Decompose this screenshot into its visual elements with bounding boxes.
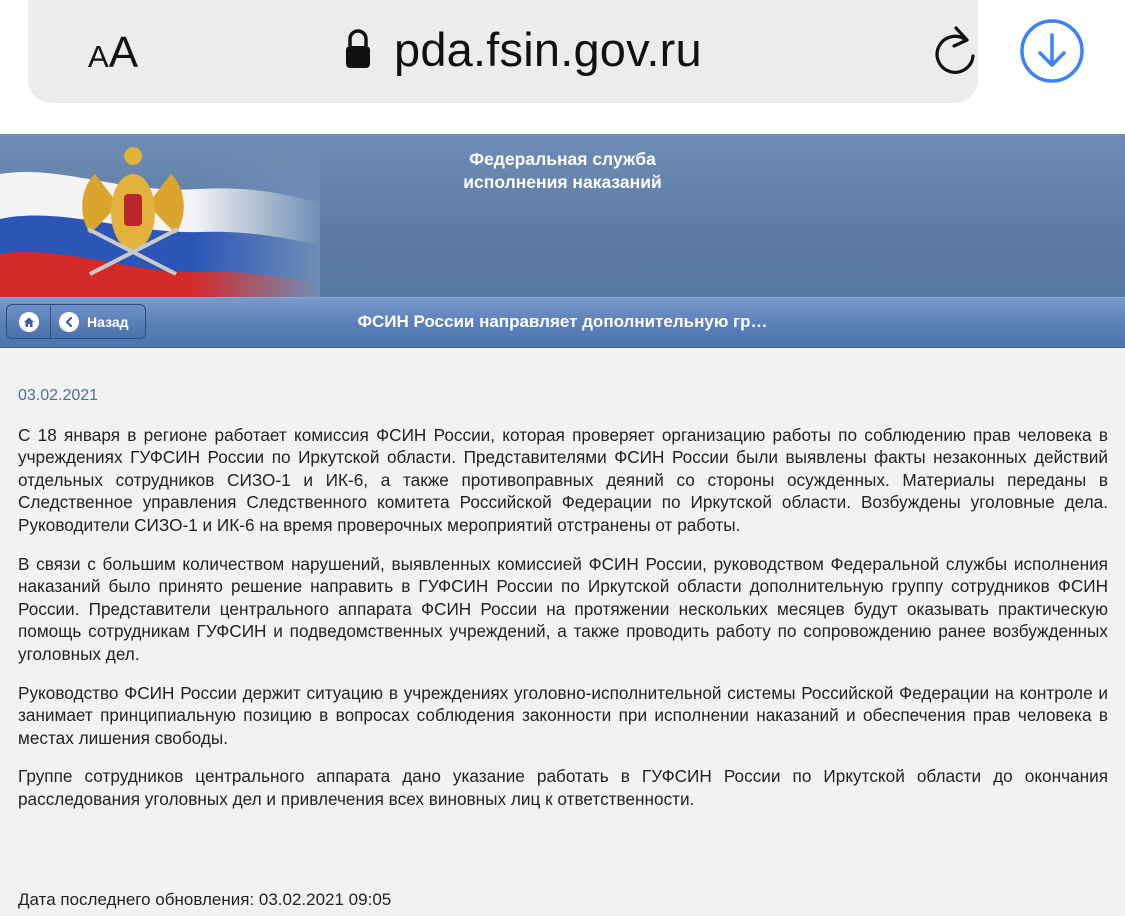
- lock-icon: [344, 28, 372, 70]
- nav-bar: [0, 297, 1125, 348]
- article-paragraph: С 18 января в регионе работает комиссия ФСИН России, которая проверяет организацию работы по соблюдению прав человека в учреждениях ГУФСИН России по Иркутской области. Представителями ФСИН России были выявлены факты незаконных действий отдельных сотрудников СИЗО-1 и ИК-6, а также противоправных деяний со стороны осужденных. Материалы переданы в Следственное управления Следственного комитета Российской Федерации по Иркутской области. Возбуждены уголовные дела. Руководители СИЗО-1 и ИК-6 на время проверочных мероприятий отстранены от работы.: [18, 424, 1108, 535]
- article-paragraph: Руководство ФСИН России держит ситуацию в учреждениях уголовно-исполнительной системы Российской Федерации на контроле и занимает принципиальную позицию в вопросах соблюдения законности при исполнении наказаний и обеспечения прав человека в местах лишения свободы.: [18, 682, 1108, 748]
- chevron-left-icon: [59, 312, 79, 332]
- site-header: [0, 134, 1125, 297]
- back-label: Назад: [87, 313, 129, 330]
- article-date: 03.02.2021: [18, 387, 99, 404]
- download-icon[interactable]: [1019, 18, 1085, 84]
- article-content: [18, 385, 1108, 827]
- back-button[interactable]: [51, 305, 145, 338]
- url-text[interactable]: pda.fsin.gov.ru: [394, 23, 702, 76]
- text-size-button[interactable]: AA: [88, 28, 139, 77]
- last-updated: Дата последнего обновления: 03.02.2021 09:05: [18, 890, 392, 909]
- flag-emblem-banner: [0, 134, 320, 297]
- article-paragraph: В связи с большим количеством нарушений, выявленных комиссией ФСИН России, руководством Федеральной службы исполнения наказаний было принято решение направить в ГУФСИН России по Иркутской области дополнительную группу сотрудников ФСИН России. Представители центрального аппарата ФСИН России на протяжении нескольких месяцев будут оказывать практическую помощь сотрудникам ГУФСИН и подведомственных учреждений, а также проводить работу по сопровождению ранее возбужденных уголовных дел.: [18, 553, 1108, 664]
- site-title: Федеральная служба исполнения наказаний: [463, 149, 662, 192]
- browser-toolbar: [0, 0, 1125, 134]
- address-bar[interactable]: [28, 0, 978, 103]
- article-paragraph: Группе сотрудников центрального аппарата дано указание работать в ГУФСИН России по Иркутской области до окончания расследования уголовных дел и привлечения всех виновных лиц к ответственности.: [18, 766, 1108, 809]
- nav-button-group: [6, 304, 146, 339]
- home-icon: [19, 312, 39, 332]
- home-button[interactable]: [7, 305, 51, 338]
- page-title: ФСИН России направляет дополнительную гр…: [357, 312, 768, 331]
- reload-icon[interactable]: [930, 24, 980, 78]
